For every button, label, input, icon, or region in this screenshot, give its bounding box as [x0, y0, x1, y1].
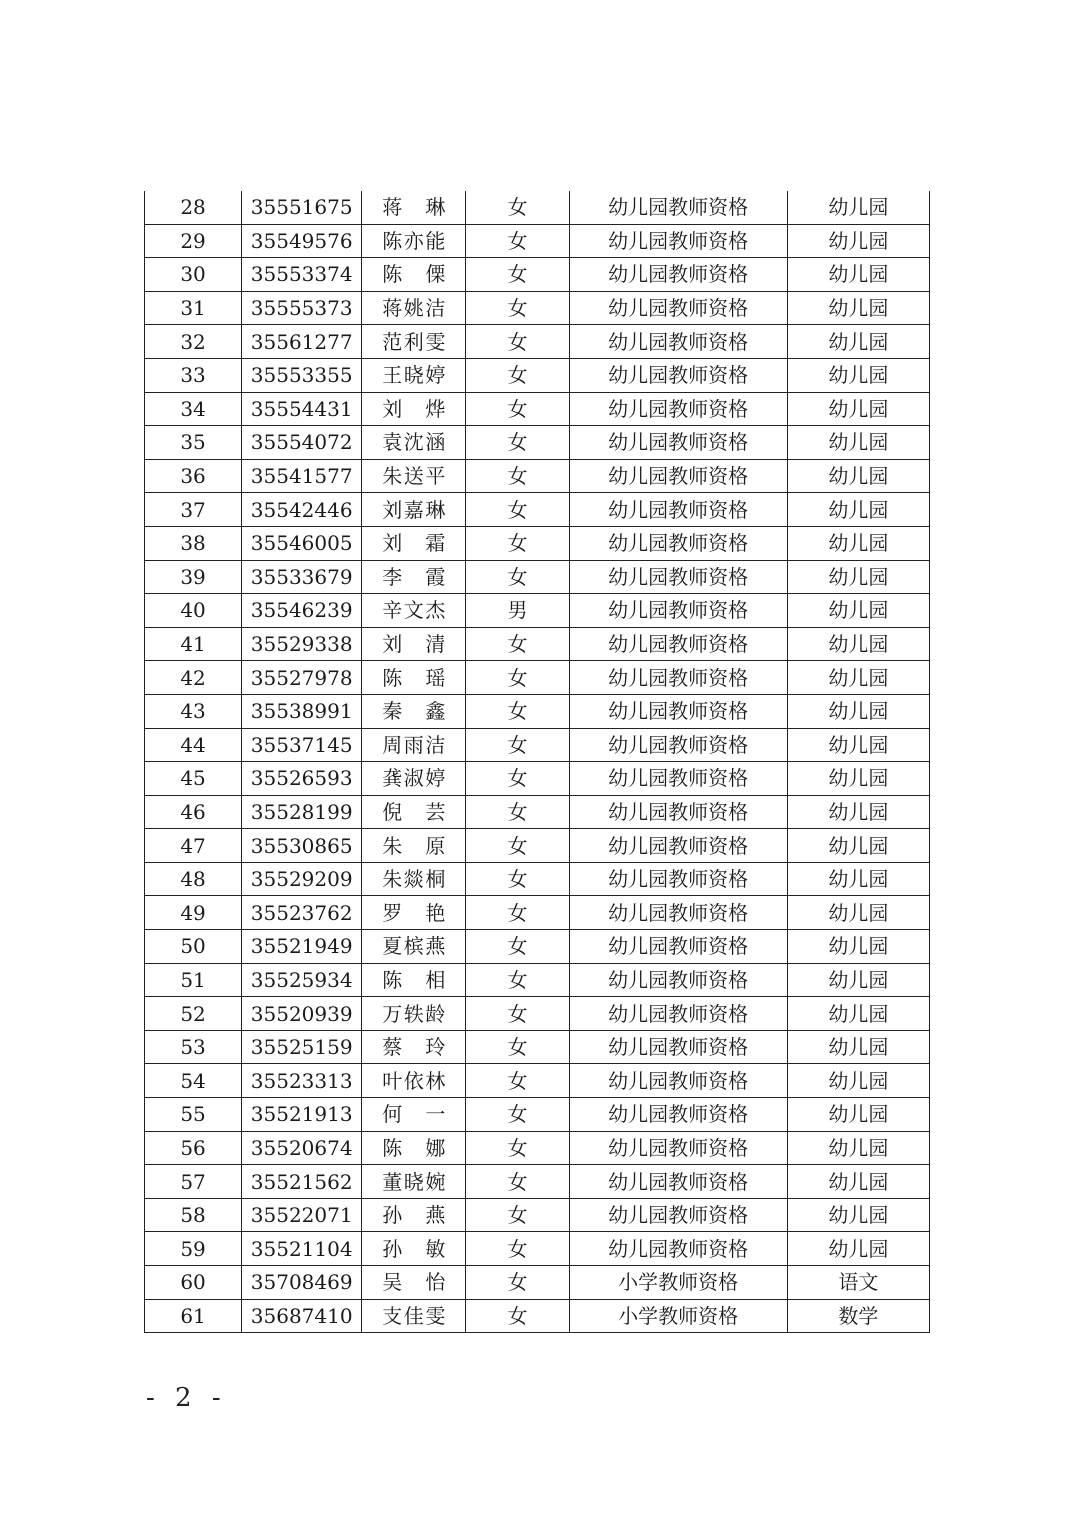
table-row: [145, 459, 930, 493]
cell-subject: 幼儿园: [787, 694, 929, 728]
table-row: [145, 1030, 930, 1064]
cell-exam-id: 35555373: [242, 291, 362, 325]
cell-gender: 女: [466, 930, 569, 964]
cell-qualification: 幼儿园教师资格: [569, 1098, 787, 1132]
cell-subject: 幼儿园: [787, 258, 929, 292]
cell-exam-id: 35553374: [242, 258, 362, 292]
cell-name: 王晓婷: [362, 358, 466, 392]
cell-qualification: 幼儿园教师资格: [569, 392, 787, 426]
cell-name: 陈亦能: [362, 224, 466, 258]
cell-gender: 女: [466, 325, 569, 359]
cell-qualification: 幼儿园教师资格: [569, 526, 787, 560]
cell-gender: 女: [466, 392, 569, 426]
cell-seq: 57: [145, 1165, 242, 1199]
cell-name: 孙敏: [362, 1232, 466, 1266]
cell-seq: 39: [145, 560, 242, 594]
cell-name: 陈娜: [362, 1131, 466, 1165]
cell-seq: 32: [145, 325, 242, 359]
cell-exam-id: 35687410: [242, 1299, 362, 1333]
table-row: [145, 728, 930, 762]
cell-gender: 女: [466, 1131, 569, 1165]
cell-qualification: 幼儿园教师资格: [569, 224, 787, 258]
cell-name: 李霞: [362, 560, 466, 594]
cell-gender: 女: [466, 896, 569, 930]
table-row: [145, 291, 930, 325]
table-row: [145, 426, 930, 460]
cell-seq: 35: [145, 426, 242, 460]
table-row: [145, 493, 930, 527]
table-row: [145, 963, 930, 997]
cell-seq: 58: [145, 1198, 242, 1232]
cell-gender: 女: [466, 493, 569, 527]
cell-gender: 女: [466, 358, 569, 392]
cell-seq: 45: [145, 762, 242, 796]
cell-name: 蔡玲: [362, 1030, 466, 1064]
cell-qualification: 幼儿园教师资格: [569, 258, 787, 292]
table-row: [145, 325, 930, 359]
cell-seq: 29: [145, 224, 242, 258]
cell-qualification: 幼儿园教师资格: [569, 930, 787, 964]
cell-gender: 女: [466, 694, 569, 728]
cell-qualification: 幼儿园教师资格: [569, 627, 787, 661]
cell-gender: 女: [466, 191, 569, 224]
cell-exam-id: 35546005: [242, 526, 362, 560]
cell-qualification: 幼儿园教师资格: [569, 661, 787, 695]
cell-seq: 47: [145, 829, 242, 863]
cell-subject: 幼儿园: [787, 493, 929, 527]
cell-name: 范利雯: [362, 325, 466, 359]
cell-name: 龚淑婷: [362, 762, 466, 796]
cell-qualification: 幼儿园教师资格: [569, 829, 787, 863]
cell-subject: 幼儿园: [787, 526, 929, 560]
cell-exam-id: 35551675: [242, 191, 362, 224]
cell-gender: 女: [466, 1165, 569, 1199]
cell-subject: 幼儿园: [787, 728, 929, 762]
cell-gender: 女: [466, 762, 569, 796]
cell-gender: 女: [466, 1299, 569, 1333]
cell-exam-id: 35523313: [242, 1064, 362, 1098]
cell-seq: 41: [145, 627, 242, 661]
cell-gender: 女: [466, 661, 569, 695]
cell-name: 万轶龄: [362, 997, 466, 1031]
cell-name: 周雨洁: [362, 728, 466, 762]
table-row: [145, 1131, 930, 1165]
cell-exam-id: 35554431: [242, 392, 362, 426]
cell-name: 陈傈: [362, 258, 466, 292]
cell-name: 朱原: [362, 829, 466, 863]
cell-gender: 女: [466, 1266, 569, 1300]
cell-qualification: 幼儿园教师资格: [569, 694, 787, 728]
cell-exam-id: 35521562: [242, 1165, 362, 1199]
cell-exam-id: 35541577: [242, 459, 362, 493]
cell-subject: 幼儿园: [787, 1098, 929, 1132]
cell-subject: 幼儿园: [787, 795, 929, 829]
cell-exam-id: 35525159: [242, 1030, 362, 1064]
cell-exam-id: 35546239: [242, 594, 362, 628]
cell-subject: 幼儿园: [787, 1030, 929, 1064]
cell-gender: 女: [466, 728, 569, 762]
cell-gender: 女: [466, 426, 569, 460]
cell-subject: 幼儿园: [787, 896, 929, 930]
cell-subject: 幼儿园: [787, 358, 929, 392]
table-row: [145, 762, 930, 796]
cell-seq: 28: [145, 191, 242, 224]
cell-subject: 幼儿园: [787, 560, 929, 594]
table-row: [145, 930, 930, 964]
cell-gender: 女: [466, 627, 569, 661]
cell-subject: 幼儿园: [787, 930, 929, 964]
cell-name: 秦鑫: [362, 694, 466, 728]
table-row: [145, 1165, 930, 1199]
cell-qualification: 幼儿园教师资格: [569, 291, 787, 325]
cell-gender: 女: [466, 526, 569, 560]
cell-seq: 38: [145, 526, 242, 560]
cell-seq: 56: [145, 1131, 242, 1165]
cell-qualification: 幼儿园教师资格: [569, 594, 787, 628]
cell-qualification: 幼儿园教师资格: [569, 1165, 787, 1199]
table-row: [145, 1064, 930, 1098]
cell-name: 朱燚桐: [362, 862, 466, 896]
cell-name: 刘清: [362, 627, 466, 661]
cell-subject: 幼儿园: [787, 392, 929, 426]
table-row: [145, 627, 930, 661]
cell-qualification: 幼儿园教师资格: [569, 728, 787, 762]
cell-qualification: 幼儿园教师资格: [569, 325, 787, 359]
cell-exam-id: 35533679: [242, 560, 362, 594]
cell-gender: 女: [466, 829, 569, 863]
cell-name: 辛文杰: [362, 594, 466, 628]
cell-gender: 女: [466, 291, 569, 325]
cell-exam-id: 35538991: [242, 694, 362, 728]
cell-subject: 幼儿园: [787, 1198, 929, 1232]
cell-exam-id: 35561277: [242, 325, 362, 359]
table-row: [145, 1198, 930, 1232]
cell-seq: 49: [145, 896, 242, 930]
cell-qualification: 幼儿园教师资格: [569, 1064, 787, 1098]
cell-seq: 50: [145, 930, 242, 964]
table-row: [145, 694, 930, 728]
cell-exam-id: 35525934: [242, 963, 362, 997]
cell-seq: 51: [145, 963, 242, 997]
cell-gender: 女: [466, 1030, 569, 1064]
cell-name: 刘霜: [362, 526, 466, 560]
cell-name: 支佳雯: [362, 1299, 466, 1333]
cell-subject: 幼儿园: [787, 862, 929, 896]
cell-qualification: 幼儿园教师资格: [569, 795, 787, 829]
cell-qualification: 幼儿园教师资格: [569, 1198, 787, 1232]
cell-qualification: 幼儿园教师资格: [569, 358, 787, 392]
cell-name: 朱送平: [362, 459, 466, 493]
table-row: [145, 795, 930, 829]
cell-exam-id: 35537145: [242, 728, 362, 762]
table-row: [145, 358, 930, 392]
cell-subject: 幼儿园: [787, 1064, 929, 1098]
cell-subject: 幼儿园: [787, 459, 929, 493]
cell-exam-id: 35554072: [242, 426, 362, 460]
cell-seq: 37: [145, 493, 242, 527]
cell-subject: 幼儿园: [787, 963, 929, 997]
cell-qualification: 小学教师资格: [569, 1299, 787, 1333]
table-row: [145, 896, 930, 930]
cell-gender: 女: [466, 1232, 569, 1266]
cell-name: 董晓婉: [362, 1165, 466, 1199]
table-row: [145, 829, 930, 863]
cell-subject: 幼儿园: [787, 325, 929, 359]
cell-exam-id: 35549576: [242, 224, 362, 258]
page-number: - 2 -: [146, 1383, 227, 1413]
cell-exam-id: 35520674: [242, 1131, 362, 1165]
cell-seq: 31: [145, 291, 242, 325]
cell-seq: 46: [145, 795, 242, 829]
cell-subject: 语文: [787, 1266, 929, 1300]
qualification-list-table: [144, 191, 930, 1333]
cell-qualification: 小学教师资格: [569, 1266, 787, 1300]
table-row: [145, 191, 930, 224]
cell-qualification: 幼儿园教师资格: [569, 493, 787, 527]
cell-exam-id: 35521913: [242, 1098, 362, 1132]
cell-exam-id: 35521949: [242, 930, 362, 964]
cell-subject: 幼儿园: [787, 1232, 929, 1266]
table-row: [145, 1098, 930, 1132]
cell-gender: 女: [466, 795, 569, 829]
cell-exam-id: 35526593: [242, 762, 362, 796]
table-row: [145, 1299, 930, 1333]
cell-subject: 幼儿园: [787, 291, 929, 325]
cell-qualification: 幼儿园教师资格: [569, 426, 787, 460]
cell-seq: 59: [145, 1232, 242, 1266]
cell-seq: 53: [145, 1030, 242, 1064]
cell-exam-id: 35523762: [242, 896, 362, 930]
cell-subject: 幼儿园: [787, 661, 929, 695]
cell-name: 刘嘉琳: [362, 493, 466, 527]
cell-qualification: 幼儿园教师资格: [569, 862, 787, 896]
cell-subject: 数学: [787, 1299, 929, 1333]
cell-exam-id: 35529338: [242, 627, 362, 661]
cell-qualification: 幼儿园教师资格: [569, 997, 787, 1031]
cell-qualification: 幼儿园教师资格: [569, 1131, 787, 1165]
cell-gender: 女: [466, 224, 569, 258]
cell-name: 陈瑶: [362, 661, 466, 695]
table-row: [145, 392, 930, 426]
table-row: [145, 258, 930, 292]
cell-gender: 女: [466, 560, 569, 594]
cell-subject: 幼儿园: [787, 224, 929, 258]
cell-name: 陈相: [362, 963, 466, 997]
cell-qualification: 幼儿园教师资格: [569, 963, 787, 997]
cell-name: 倪芸: [362, 795, 466, 829]
cell-subject: 幼儿园: [787, 627, 929, 661]
cell-gender: 女: [466, 1098, 569, 1132]
cell-seq: 34: [145, 392, 242, 426]
cell-qualification: 幼儿园教师资格: [569, 1030, 787, 1064]
cell-seq: 44: [145, 728, 242, 762]
cell-qualification: 幼儿园教师资格: [569, 1232, 787, 1266]
cell-exam-id: 35528199: [242, 795, 362, 829]
cell-exam-id: 35520939: [242, 997, 362, 1031]
table-row: [145, 997, 930, 1031]
cell-name: 叶依林: [362, 1064, 466, 1098]
cell-exam-id: 35530865: [242, 829, 362, 863]
table-row: [145, 661, 930, 695]
cell-name: 夏槟燕: [362, 930, 466, 964]
cell-subject: 幼儿园: [787, 426, 929, 460]
cell-seq: 48: [145, 862, 242, 896]
cell-gender: 女: [466, 459, 569, 493]
cell-exam-id: 35542446: [242, 493, 362, 527]
cell-subject: 幼儿园: [787, 997, 929, 1031]
cell-subject: 幼儿园: [787, 1131, 929, 1165]
table-row: [145, 1266, 930, 1300]
table-body: [145, 191, 930, 1333]
cell-name: 孙燕: [362, 1198, 466, 1232]
cell-name: 蒋琳: [362, 191, 466, 224]
cell-gender: 男: [466, 594, 569, 628]
cell-seq: 43: [145, 694, 242, 728]
cell-subject: 幼儿园: [787, 594, 929, 628]
cell-exam-id: 35553355: [242, 358, 362, 392]
cell-qualification: 幼儿园教师资格: [569, 762, 787, 796]
cell-seq: 33: [145, 358, 242, 392]
cell-seq: 55: [145, 1098, 242, 1132]
cell-exam-id: 35521104: [242, 1232, 362, 1266]
cell-gender: 女: [466, 862, 569, 896]
cell-seq: 54: [145, 1064, 242, 1098]
cell-gender: 女: [466, 997, 569, 1031]
table-row: [145, 526, 930, 560]
cell-exam-id: 35529209: [242, 862, 362, 896]
cell-qualification: 幼儿园教师资格: [569, 560, 787, 594]
cell-exam-id: 35527978: [242, 661, 362, 695]
cell-name: 蒋姚洁: [362, 291, 466, 325]
cell-subject: 幼儿园: [787, 191, 929, 224]
cell-qualification: 幼儿园教师资格: [569, 459, 787, 493]
cell-qualification: 幼儿园教师资格: [569, 191, 787, 224]
cell-subject: 幼儿园: [787, 1165, 929, 1199]
cell-subject: 幼儿园: [787, 762, 929, 796]
table-row: [145, 224, 930, 258]
cell-name: 罗艳: [362, 896, 466, 930]
cell-seq: 42: [145, 661, 242, 695]
cell-exam-id: 35522071: [242, 1198, 362, 1232]
cell-qualification: 幼儿园教师资格: [569, 896, 787, 930]
cell-name: 刘烨: [362, 392, 466, 426]
table-row: [145, 862, 930, 896]
table-row: [145, 594, 930, 628]
cell-name: 吴怡: [362, 1266, 466, 1300]
cell-seq: 61: [145, 1299, 242, 1333]
cell-exam-id: 35708469: [242, 1266, 362, 1300]
cell-name: 何一: [362, 1098, 466, 1132]
cell-seq: 36: [145, 459, 242, 493]
cell-name: 袁沈涵: [362, 426, 466, 460]
cell-gender: 女: [466, 258, 569, 292]
cell-seq: 52: [145, 997, 242, 1031]
cell-seq: 30: [145, 258, 242, 292]
cell-seq: 40: [145, 594, 242, 628]
table-row: [145, 1232, 930, 1266]
cell-subject: 幼儿园: [787, 829, 929, 863]
cell-gender: 女: [466, 963, 569, 997]
table-row: [145, 560, 930, 594]
cell-seq: 60: [145, 1266, 242, 1300]
cell-gender: 女: [466, 1198, 569, 1232]
cell-gender: 女: [466, 1064, 569, 1098]
